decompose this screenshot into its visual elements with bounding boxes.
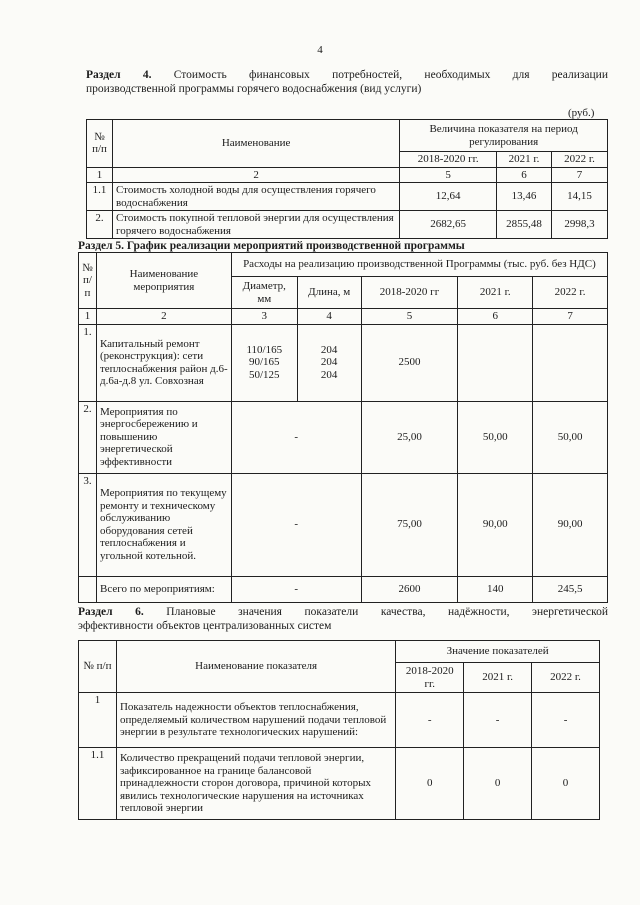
s6-header-y2: 2021 г.	[464, 663, 532, 693]
s4-index-cell: 5	[400, 167, 497, 183]
row-value: 2682,65	[400, 211, 497, 239]
s5-header-num: № п/п	[79, 253, 97, 309]
row-value: 75,00	[361, 473, 458, 576]
row-diameter: -	[231, 576, 361, 602]
row-num: 3.	[79, 473, 97, 576]
row-value: -	[532, 693, 600, 748]
row-value: 14,15	[552, 183, 608, 211]
s6-header-num: № п/п	[79, 641, 117, 693]
section4-title-line1: Стоимость финансовых потребностей, необходимых для реализации	[173, 69, 608, 81]
section4-heading	[86, 68, 608, 96]
table-row	[79, 401, 608, 473]
s5-index-cell: 5	[361, 309, 458, 325]
table-row	[79, 473, 608, 576]
s5-index-cell: 2	[96, 309, 231, 325]
section4-title-line2: производственной программы горячего водоснабжения (вид услуги)	[86, 83, 422, 95]
table-row	[87, 183, 608, 211]
row-value: 140	[458, 576, 533, 602]
s4-header-y3: 2022 г.	[552, 152, 608, 168]
row-name: Капитальный ремонт (реконструкция): сети теплоснабжения район д.6-д.6а-д.8 ул. Совхозная	[96, 324, 231, 401]
row-value: 13,46	[497, 183, 552, 211]
row-diameter: 110/165 90/165 50/125	[231, 324, 297, 401]
row-value: 2855,48	[497, 211, 552, 239]
section6-heading	[78, 605, 608, 633]
table-row	[87, 211, 608, 239]
row-value	[458, 324, 533, 401]
row-value: 0	[532, 748, 600, 820]
s5-index-cell: 1	[79, 309, 97, 325]
row-num: 2.	[87, 211, 113, 239]
s6-header-y3: 2022 г.	[532, 663, 600, 693]
s5-index-cell: 6	[458, 309, 533, 325]
row-value: 50,00	[458, 401, 533, 473]
row-value: 50,00	[533, 401, 608, 473]
row-value: 90,00	[533, 473, 608, 576]
row-value: 2600	[361, 576, 458, 602]
row-num: 1.1	[87, 183, 113, 211]
s4-header-y2: 2021 г.	[497, 152, 552, 168]
row-value	[533, 324, 608, 401]
row-value: -	[396, 693, 464, 748]
row-value: 25,00	[361, 401, 458, 473]
row-name: Всего по мероприятиям:	[96, 576, 231, 602]
s6-header-name: Наименование показателя	[116, 641, 395, 693]
row-diameter: -	[231, 401, 361, 473]
s4-index-cell: 7	[552, 167, 608, 183]
row-value: 2998,3	[552, 211, 608, 239]
row-value: 2500	[361, 324, 458, 401]
s5-index-cell: 4	[297, 309, 361, 325]
table-row	[79, 324, 608, 401]
s4-index-cell: 1	[87, 167, 113, 183]
s4-header-name: Наименование	[112, 120, 399, 168]
s4-index-cell: 6	[497, 167, 552, 183]
page-number: 4	[317, 44, 323, 56]
table-row	[79, 576, 608, 602]
row-value: 245,5	[533, 576, 608, 602]
s4-index-row	[87, 167, 608, 183]
section6-title-line1: Плановые значения показатели качества, надёжности, энергетической	[166, 606, 609, 618]
s5-index-cell: 7	[533, 309, 608, 325]
s5-header-y3: 2022 г.	[533, 277, 608, 309]
s5-header-y1: 2018-2020 гг	[361, 277, 458, 309]
s5-index-row	[79, 309, 608, 325]
row-num: 1.1	[79, 748, 117, 820]
table-row	[79, 748, 600, 820]
row-value: 0	[396, 748, 464, 820]
row-name: Мероприятия по энергосбережению и повышению энергетической эффективности	[96, 401, 231, 473]
section6-table	[78, 640, 600, 820]
section5-title: Раздел 5. График реализации мероприятий производственной программы	[78, 240, 465, 252]
row-value: 0	[464, 748, 532, 820]
s4-header-value: Величина показателя на период регулирования	[400, 120, 608, 152]
row-value: 12,64	[400, 183, 497, 211]
s5-header-expenses: Расходы на реализацию производственной Программы (тыс. руб. без НДС)	[231, 253, 607, 277]
row-value: -	[464, 693, 532, 748]
s4-header-num: № п/п	[87, 120, 113, 168]
s5-header-diameter: Диаметр, мм	[231, 277, 297, 309]
row-name: Стоимость холодной воды для осуществления горячего водоснабжения	[112, 183, 399, 211]
s4-index-cell: 2	[112, 167, 399, 183]
section6-label: Раздел 6.	[78, 606, 144, 618]
s4-header-y1: 2018-2020 гг.	[400, 152, 497, 168]
section6-title-line2: эффективности объектов централизованных систем	[78, 620, 332, 632]
row-num: 1	[79, 693, 117, 748]
table-row	[79, 693, 600, 748]
row-name: Количество прекращений подачи тепловой энергии, зафиксированное на границе балансовой принадлежности сторон договора, причиной которых явились технологические нарушения на источниках тепловой энергии	[116, 748, 395, 820]
section5-table	[78, 252, 608, 603]
section5-heading	[78, 239, 608, 253]
section4-label: Раздел 4.	[86, 69, 152, 81]
s5-header-length: Длина, м	[297, 277, 361, 309]
s5-header-y2: 2021 г.	[458, 277, 533, 309]
section4-unit: (руб.)	[568, 107, 595, 119]
row-name: Показатель надежности объектов теплоснабжения, определяемый количеством нарушений подачи тепловой энергии в результате технологических нарушений:	[116, 693, 395, 748]
row-name: Мероприятия по текущему ремонту и техническому обслуживанию оборудования сетей теплоснабжения и угольной котельной.	[96, 473, 231, 576]
row-name: Стоимость покупной тепловой энергии для осуществления горячего водоснабжения	[112, 211, 399, 239]
s5-index-cell: 3	[231, 309, 297, 325]
row-diameter: -	[231, 473, 361, 576]
row-num: 2.	[79, 401, 97, 473]
row-num	[79, 576, 97, 602]
s6-header-value: Значение показателей	[396, 641, 600, 663]
s5-header-name: Наименование мероприятия	[96, 253, 231, 309]
row-length: 204 204 204	[297, 324, 361, 401]
s6-header-y1: 2018-2020 гг.	[396, 663, 464, 693]
row-num: 1.	[79, 324, 97, 401]
row-value: 90,00	[458, 473, 533, 576]
section4-table	[86, 119, 608, 239]
